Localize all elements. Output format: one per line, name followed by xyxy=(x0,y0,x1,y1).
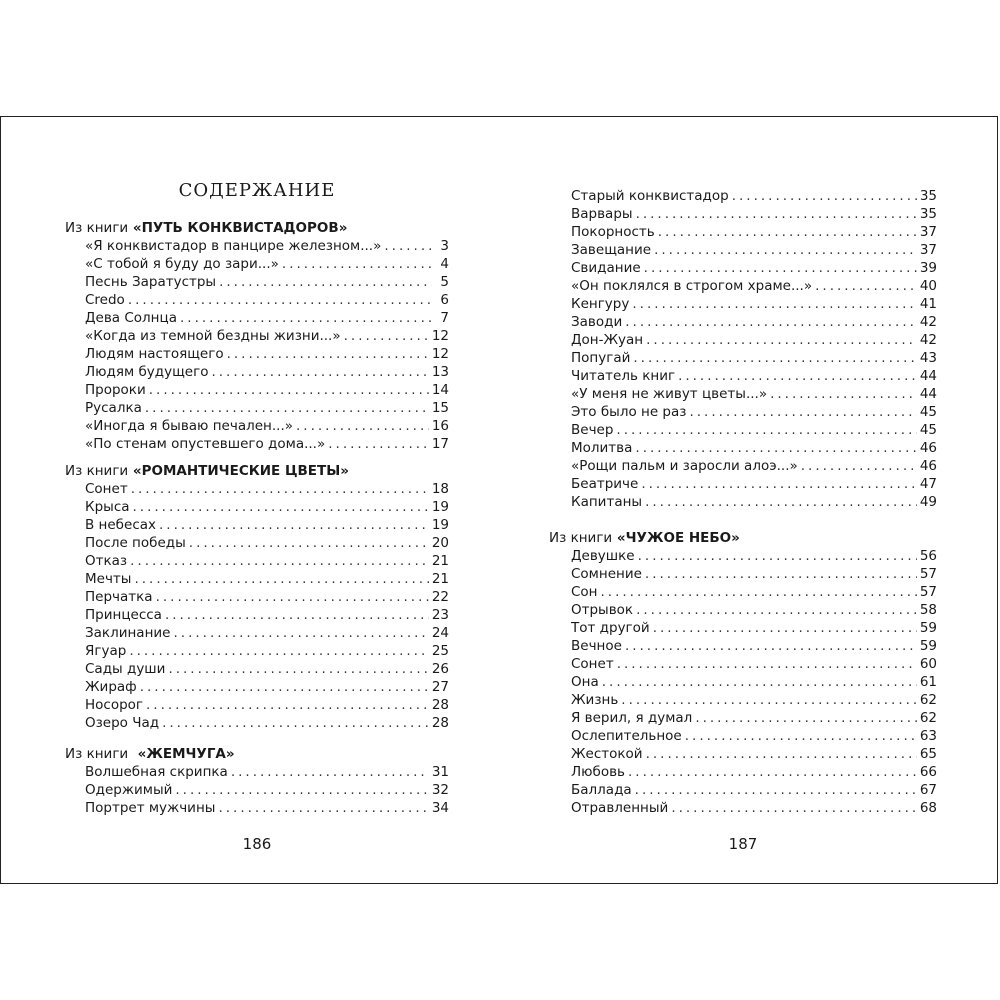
toc-entry xyxy=(549,691,937,709)
section-heading xyxy=(549,529,937,547)
toc-entry xyxy=(65,570,449,588)
toc-entry-title: Вечер xyxy=(571,422,614,438)
dot-leader xyxy=(628,763,917,781)
section-prefix: Из книги xyxy=(549,530,613,546)
toc-entry-title: Одержимый xyxy=(85,782,173,798)
toc-entry xyxy=(549,259,937,277)
dot-leader xyxy=(156,588,429,606)
toc-entry-page: 18 xyxy=(431,481,449,497)
toc-entry xyxy=(549,565,937,583)
toc-entry-title: Попугай xyxy=(571,350,631,366)
toc-entry xyxy=(65,309,449,327)
book-spread xyxy=(0,116,998,884)
toc-entry-page: 3 xyxy=(440,238,449,254)
toc-entry xyxy=(65,588,449,606)
page-number-right: 187 xyxy=(728,835,758,853)
dot-leader xyxy=(644,259,917,277)
toc-entry-page: 25 xyxy=(431,643,449,659)
dot-leader xyxy=(801,457,917,475)
toc-entry-title: Людям настоящего xyxy=(85,346,224,362)
section-prefix: Из книги xyxy=(65,746,129,762)
toc-entry xyxy=(65,763,449,781)
toc-entry xyxy=(549,349,937,367)
toc-entry xyxy=(549,583,937,601)
dot-leader xyxy=(625,637,917,655)
dot-leader xyxy=(131,480,429,498)
toc-entry xyxy=(65,255,449,273)
toc-entry-title: Я верил, я думал xyxy=(571,710,693,726)
dot-leader xyxy=(616,421,916,439)
toc-entry-title: Свидание xyxy=(571,260,641,276)
toc-entry-title: «Я конквистадор в панцире железном...» xyxy=(85,238,382,254)
section-heading xyxy=(65,745,449,763)
section-heading-title: «ЧУЖОЕ НЕБО» xyxy=(616,530,740,546)
dot-leader xyxy=(231,763,429,781)
toc-entry xyxy=(549,655,937,673)
toc-entry xyxy=(549,475,937,493)
toc-entry-page: 23 xyxy=(431,607,449,623)
dot-leader xyxy=(174,624,429,642)
dot-leader xyxy=(134,570,428,588)
toc-entry-page: 63 xyxy=(919,728,937,744)
dot-leader xyxy=(617,655,917,673)
toc-entry-title: Credo xyxy=(85,292,125,308)
dot-leader xyxy=(654,241,917,259)
toc-entry xyxy=(65,345,449,363)
toc-entry-title: Завещание xyxy=(571,242,652,258)
dot-leader xyxy=(635,439,916,457)
toc-list xyxy=(65,763,449,817)
toc-entry-page: 35 xyxy=(919,206,937,222)
section-heading-title: «РОМАНТИЧЕСКИЕ ЦВЕТЫ» xyxy=(132,463,349,479)
toc-entry xyxy=(65,534,449,552)
toc-entry xyxy=(65,480,449,498)
toc-entry-page: 39 xyxy=(919,260,937,276)
toc-entry xyxy=(65,417,449,435)
toc-entry-page: 15 xyxy=(431,400,449,416)
toc-entry-title: Дева Солнца xyxy=(85,310,177,326)
dot-leader xyxy=(218,799,428,817)
toc-entry-page: 28 xyxy=(431,715,449,731)
toc-entry-page: 34 xyxy=(431,800,449,816)
toc-entry-title: Тот другой xyxy=(571,620,650,636)
toc-entry xyxy=(65,273,449,291)
toc-entry-title: После победы xyxy=(85,535,186,551)
toc-entry-page: 45 xyxy=(919,422,937,438)
toc-entry-title: Озеро Чад xyxy=(85,715,160,731)
toc-entry-page: 44 xyxy=(919,368,937,384)
toc-entry-title: Заклинание xyxy=(85,625,171,641)
toc-entry-page: 24 xyxy=(431,625,449,641)
dot-leader xyxy=(149,381,429,399)
dot-leader xyxy=(658,223,917,241)
toc-entry xyxy=(549,439,937,457)
dot-leader xyxy=(770,385,917,403)
dot-leader xyxy=(227,345,429,363)
toc-entry xyxy=(549,295,937,313)
dot-leader xyxy=(635,781,917,799)
toc-entry-page: 37 xyxy=(919,224,937,240)
toc-entry xyxy=(65,714,449,732)
toc-entry-title: Дон-Жуан xyxy=(571,332,644,348)
toc-entry-title: Пророки xyxy=(85,382,146,398)
toc-entry-title: Любовь xyxy=(571,764,626,780)
toc-entry-page: 59 xyxy=(919,638,937,654)
toc-entry-title: Варвары xyxy=(571,206,633,222)
toc-entry xyxy=(549,241,937,259)
section-romanticheskie-cvety xyxy=(65,462,449,732)
dot-leader xyxy=(732,187,917,205)
toc-entry-title: Крыса xyxy=(85,499,130,515)
toc-entry-title: Сомнение xyxy=(571,566,642,582)
toc-entry xyxy=(65,624,449,642)
toc-entry-title: Девушке xyxy=(571,548,635,564)
dot-leader xyxy=(129,642,429,660)
toc-entry-title: Она xyxy=(571,674,599,690)
toc-entry-page: 21 xyxy=(431,571,449,587)
toc-entry xyxy=(65,498,449,516)
toc-entry-title: Русалка xyxy=(85,400,142,416)
dot-leader xyxy=(601,583,917,601)
dot-leader xyxy=(384,237,432,255)
section-zhemchuga-continued xyxy=(549,187,937,511)
toc-entry-page: 4 xyxy=(440,256,449,272)
toc-entry-title: «У меня не живут цветы...» xyxy=(571,386,768,402)
section-prefix: Из книги xyxy=(65,220,129,236)
toc-entry xyxy=(549,331,937,349)
toc-entry-title: Беатриче xyxy=(571,476,639,492)
dot-leader xyxy=(211,363,428,381)
toc-entry-page: 46 xyxy=(919,440,937,456)
dot-leader xyxy=(168,660,428,678)
toc-entry xyxy=(549,421,937,439)
toc-entry xyxy=(65,799,449,817)
toc-entry-title: Вечное xyxy=(571,638,622,654)
right-page xyxy=(549,117,937,883)
toc-entry-page: 5 xyxy=(440,274,449,290)
toc-entry-page: 67 xyxy=(919,782,937,798)
toc-entry-title: Молитва xyxy=(571,440,633,456)
toc-entry xyxy=(549,673,937,691)
toc-entry xyxy=(549,403,937,421)
toc-entry xyxy=(65,291,449,309)
dot-leader xyxy=(645,565,917,583)
dot-leader xyxy=(646,331,917,349)
toc-entry-title: Жестокой xyxy=(571,746,643,762)
toc-entry-page: 42 xyxy=(919,314,937,330)
toc-entry xyxy=(549,601,937,619)
toc-entry-title: Сонет xyxy=(85,481,128,497)
toc-entry-page: 57 xyxy=(919,566,937,582)
toc-entry xyxy=(65,381,449,399)
dot-leader xyxy=(145,399,429,417)
toc-entry-title: Песнь Заратустры xyxy=(85,274,217,290)
dot-leader xyxy=(633,349,916,367)
dot-leader xyxy=(689,403,916,421)
toc-list xyxy=(65,480,449,732)
dot-leader xyxy=(344,327,429,345)
toc-entry-title: Жираф xyxy=(85,679,137,695)
toc-entry xyxy=(65,781,449,799)
dot-leader xyxy=(645,493,917,511)
toc-entry-page: 20 xyxy=(431,535,449,551)
dot-leader xyxy=(646,745,917,763)
dot-leader xyxy=(175,781,428,799)
toc-entry xyxy=(65,642,449,660)
toc-entry xyxy=(549,223,937,241)
dot-leader xyxy=(602,673,917,691)
toc-entry-page: 65 xyxy=(919,746,937,762)
dot-leader xyxy=(282,255,432,273)
toc-entry-title: «С тобой я буду до зари...» xyxy=(85,256,279,272)
toc-entry-page: 35 xyxy=(919,188,937,204)
toc-entry-title: Сонет xyxy=(571,656,614,672)
toc-entry xyxy=(549,493,937,511)
dot-leader xyxy=(296,417,429,435)
section-zhemchuga xyxy=(65,745,449,817)
toc-entry-page: 12 xyxy=(431,328,449,344)
toc-entry xyxy=(549,637,937,655)
dot-leader xyxy=(621,691,917,709)
toc-entry-page: 37 xyxy=(919,242,937,258)
toc-entry-page: 47 xyxy=(919,476,937,492)
toc-entry-title: «По стенам опустевшего дома...» xyxy=(85,436,326,452)
toc-entry-title: Капитаны xyxy=(571,494,643,510)
dot-leader xyxy=(162,714,429,732)
section-heading xyxy=(65,462,449,480)
dot-leader xyxy=(140,678,429,696)
toc-entry-title: Отказ xyxy=(85,553,128,569)
section-prefix: Из книги xyxy=(65,463,129,479)
toc-entry-title: Портрет мужчины xyxy=(85,800,216,816)
toc-entry-title: Отравленный xyxy=(571,800,669,816)
dot-leader xyxy=(638,547,917,565)
toc-entry-page: 43 xyxy=(919,350,937,366)
toc-entry-page: 40 xyxy=(919,278,937,294)
toc-entry xyxy=(549,547,937,565)
left-page xyxy=(65,117,449,883)
dot-leader xyxy=(159,516,429,534)
toc-entry-page: 13 xyxy=(431,364,449,380)
toc-entry-title: Заводи xyxy=(571,314,623,330)
toc-entry-title: «Он поклялся в строгом храме...» xyxy=(571,278,813,294)
dot-leader xyxy=(165,606,429,624)
toc-entry-title: Носорог xyxy=(85,697,144,713)
toc-entry xyxy=(65,327,449,345)
dot-leader xyxy=(695,709,917,727)
toc-entry-title: Жизнь xyxy=(571,692,619,708)
toc-entry xyxy=(549,187,937,205)
toc-entry-page: 6 xyxy=(440,292,449,308)
toc-entry-page: 66 xyxy=(919,764,937,780)
toc-entry xyxy=(65,399,449,417)
dot-leader xyxy=(815,277,917,295)
dot-leader xyxy=(685,727,917,745)
dot-leader xyxy=(636,601,917,619)
dot-leader xyxy=(641,475,916,493)
toc-entry-page: 60 xyxy=(919,656,937,672)
toc-entry xyxy=(549,619,937,637)
toc-entry-title: Это было не раз xyxy=(571,404,687,420)
toc-entry-page: 41 xyxy=(919,296,937,312)
toc-entry-title: «Иногда я бываю печален...» xyxy=(85,418,293,434)
toc-entry-title: Читатель книг xyxy=(571,368,676,384)
toc-entry xyxy=(549,277,937,295)
toc-entry-title: Покорность xyxy=(571,224,655,240)
toc-entry-page: 16 xyxy=(431,418,449,434)
toc-title: СОДЕРЖАНИЕ xyxy=(178,180,336,201)
toc-entry-title: Принцесса xyxy=(85,607,162,623)
section-heading xyxy=(65,219,449,237)
dot-leader xyxy=(653,619,917,637)
section-chuzhoe-nebo xyxy=(549,529,937,817)
toc-entry-page: 14 xyxy=(431,382,449,398)
toc-entry-page: 49 xyxy=(919,494,937,510)
dot-leader xyxy=(328,435,429,453)
toc-entry-page: 42 xyxy=(919,332,937,348)
toc-entry xyxy=(549,313,937,331)
toc-entry-page: 19 xyxy=(431,499,449,515)
toc-entry xyxy=(65,678,449,696)
toc-entry-page: 45 xyxy=(919,404,937,420)
toc-entry-title: Сады души xyxy=(85,661,166,677)
toc-entry-page: 46 xyxy=(919,458,937,474)
toc-entry xyxy=(65,237,449,255)
toc-entry xyxy=(549,745,937,763)
toc-entry-page: 22 xyxy=(431,589,449,605)
dot-leader xyxy=(632,295,916,313)
dot-leader xyxy=(133,498,429,516)
toc-entry xyxy=(549,385,937,403)
dot-leader xyxy=(189,534,429,552)
toc-entry-page: 56 xyxy=(919,548,937,564)
toc-entry-page: 7 xyxy=(440,310,449,326)
toc-entry xyxy=(549,799,937,817)
dot-leader xyxy=(678,367,917,385)
dot-leader xyxy=(180,309,432,327)
dot-leader xyxy=(128,291,432,309)
toc-entry-page: 31 xyxy=(431,764,449,780)
toc-entry xyxy=(549,781,937,799)
toc-entry xyxy=(65,606,449,624)
toc-entry-page: 19 xyxy=(431,517,449,533)
dot-leader xyxy=(130,552,429,570)
toc-entry xyxy=(549,457,937,475)
dot-leader xyxy=(636,205,917,223)
toc-entry xyxy=(65,363,449,381)
toc-entry-page: 59 xyxy=(919,620,937,636)
toc-entry-title: Ягуар xyxy=(85,643,127,659)
toc-entry-title: Мечты xyxy=(85,571,132,587)
toc-entry xyxy=(549,727,937,745)
toc-entry-title: «Когда из темной бездны жизни...» xyxy=(85,328,341,344)
toc-entry-title: Перчатка xyxy=(85,589,153,605)
toc-entry-title: Старый конквистадор xyxy=(571,188,729,204)
toc-entry-page: 62 xyxy=(919,710,937,726)
toc-entry-title: В небесах xyxy=(85,517,157,533)
toc-entry xyxy=(65,516,449,534)
toc-entry-page: 62 xyxy=(919,692,937,708)
toc-entry-page: 12 xyxy=(431,346,449,362)
toc-entry-title: Сон xyxy=(571,584,598,600)
toc-entry-page: 21 xyxy=(431,553,449,569)
toc-list xyxy=(549,187,937,511)
toc-entry-page: 61 xyxy=(919,674,937,690)
toc-entry xyxy=(65,435,449,453)
toc-entry-page: 28 xyxy=(431,697,449,713)
dot-leader xyxy=(146,696,429,714)
toc-entry-title: Баллада xyxy=(571,782,632,798)
toc-entry xyxy=(549,367,937,385)
toc-entry-title: Волшебная скрипка xyxy=(85,764,228,780)
toc-entry-page: 32 xyxy=(431,782,449,798)
section-put-konkvistadorov xyxy=(65,219,449,453)
toc-entry-title: «Рощи пальм и заросли алоэ...» xyxy=(571,458,798,474)
toc-entry-page: 44 xyxy=(919,386,937,402)
page-number-left: 186 xyxy=(242,835,272,853)
toc-entry-page: 57 xyxy=(919,584,937,600)
dot-leader xyxy=(219,273,432,291)
toc-entry-title: Людям будущего xyxy=(85,364,209,380)
toc-entry-title: Отрывок xyxy=(571,602,634,618)
toc-entry xyxy=(549,709,937,727)
section-heading-title: «ПУТЬ КОНКВИСТАДОРОВ» xyxy=(132,220,348,236)
toc-entry-title: Ослепительное xyxy=(571,728,682,744)
dot-leader xyxy=(671,799,917,817)
dot-leader xyxy=(625,313,917,331)
toc-entry xyxy=(65,660,449,678)
toc-entry xyxy=(549,763,937,781)
toc-entry xyxy=(549,205,937,223)
toc-list xyxy=(549,547,937,817)
toc-entry-page: 68 xyxy=(919,800,937,816)
toc-entry-page: 26 xyxy=(431,661,449,677)
toc-entry xyxy=(65,696,449,714)
toc-entry-page: 27 xyxy=(431,679,449,695)
toc-entry xyxy=(65,552,449,570)
toc-entry-page: 58 xyxy=(919,602,937,618)
section-heading-title: «ЖЕМЧУГА» xyxy=(137,746,235,762)
toc-entry-page: 17 xyxy=(431,436,449,452)
toc-list xyxy=(65,237,449,453)
toc-entry-title: Кенгуру xyxy=(571,296,630,312)
